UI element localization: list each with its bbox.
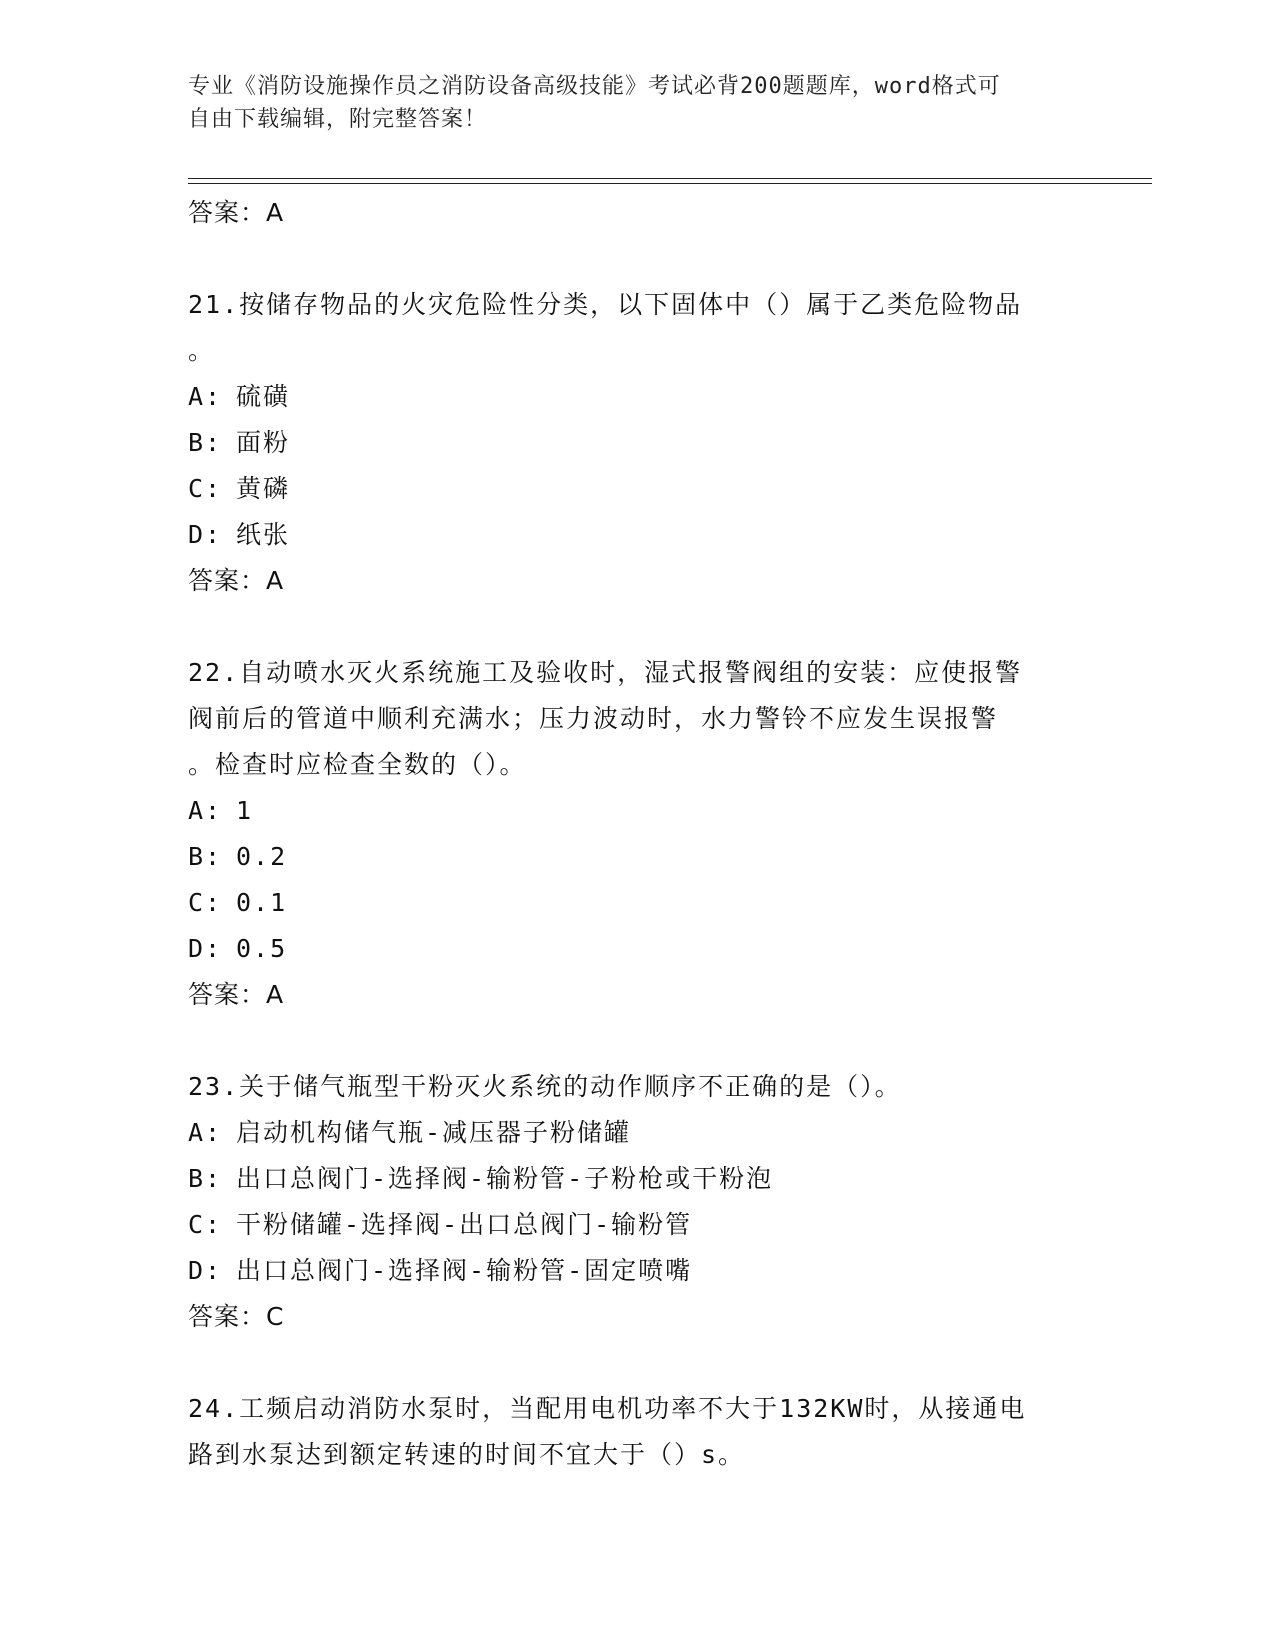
question-list (188, 190, 1088, 1478)
option-letter: B: (188, 428, 223, 457)
option-letter: A: (188, 796, 223, 825)
option-text: 硫磺 (236, 382, 291, 411)
option-letter: B: (188, 842, 223, 871)
option-letter: A: (188, 382, 223, 411)
option-text: 干粉储罐-选择阀-出口总阀门-输粉管 (236, 1210, 693, 1239)
option-a (188, 1110, 1088, 1156)
option-text: 出口总阀门-选择阀-输粉管-固定喷嘴 (236, 1256, 693, 1285)
option-text: 0.5 (236, 934, 288, 963)
option-a (188, 374, 1088, 420)
question-line: 阀前后的管道中顺利充满水；压力波动时，水力警铃不应发生误报警 (188, 704, 999, 733)
option-text: 1 (236, 796, 254, 825)
answer-line: 答案：A (188, 566, 285, 595)
question-line: 。 (188, 336, 216, 365)
option-text: 黄磷 (236, 474, 291, 503)
option-text: 启动机构储气瓶-减压器子粉储罐 (236, 1118, 632, 1147)
option-text: 0.2 (236, 842, 288, 871)
header-divider (188, 178, 1152, 179)
option-text: 面粉 (236, 428, 291, 457)
header-line: 专业《消防设施操作员之消防设备高级技能》考试必背200题题库，word格式可 (188, 74, 1001, 99)
question-line: 。检查时应检查全数的（）。 (188, 750, 527, 779)
question-text (188, 1386, 1088, 1478)
option-a (188, 788, 1088, 834)
question-line: 21.按储存物品的火灾危险性分类，以下固体中（）属于乙类危险物品 (188, 290, 1023, 319)
option-d (188, 1248, 1088, 1294)
question-text (188, 1064, 1088, 1110)
option-letter: D: (188, 520, 223, 549)
option-letter: D: (188, 1256, 223, 1285)
question-line: 22.自动喷水灭火系统施工及验收时，湿式报警阀组的安装：应使报警 (188, 658, 1023, 687)
page-header (188, 70, 1088, 136)
question-block (188, 282, 1088, 604)
option-d (188, 512, 1088, 558)
question-line: 路到水泵达到额定转速的时间不宜大于（）s。 (188, 1440, 746, 1469)
question-line: 23.关于储气瓶型干粉灭火系统的动作顺序不正确的是（）。 (188, 1072, 902, 1101)
option-b (188, 834, 1088, 880)
question-text (188, 650, 1088, 788)
option-text: 出口总阀门-选择阀-输粉管-子粉枪或干粉泡 (236, 1164, 774, 1193)
option-c (188, 1202, 1088, 1248)
option-c (188, 880, 1088, 926)
option-text: 0.1 (236, 888, 288, 917)
question-line: 24.工频启动消防水泵时，当配用电机功率不大于132KW时，从接通电 (188, 1394, 1027, 1423)
option-letter: D: (188, 934, 223, 963)
option-b (188, 420, 1088, 466)
answer-line: 答案：C (188, 1302, 285, 1331)
option-letter: C: (188, 1210, 223, 1239)
option-b (188, 1156, 1088, 1202)
question-block (188, 1386, 1088, 1478)
option-c (188, 466, 1088, 512)
option-letter: A: (188, 1118, 223, 1147)
answer-line: 答案：A (188, 980, 285, 1009)
option-letter: B: (188, 1164, 223, 1193)
question-block (188, 650, 1088, 1018)
header-divider (188, 183, 1152, 184)
option-letter: C: (188, 474, 223, 503)
question-block (188, 1064, 1088, 1340)
question-text (188, 282, 1088, 374)
option-letter: C: (188, 888, 223, 917)
answer-line: 答案：A (188, 198, 285, 227)
option-text: 纸张 (236, 520, 291, 549)
header-line: 自由下载编辑，附完整答案！ (188, 107, 488, 132)
option-d (188, 926, 1088, 972)
